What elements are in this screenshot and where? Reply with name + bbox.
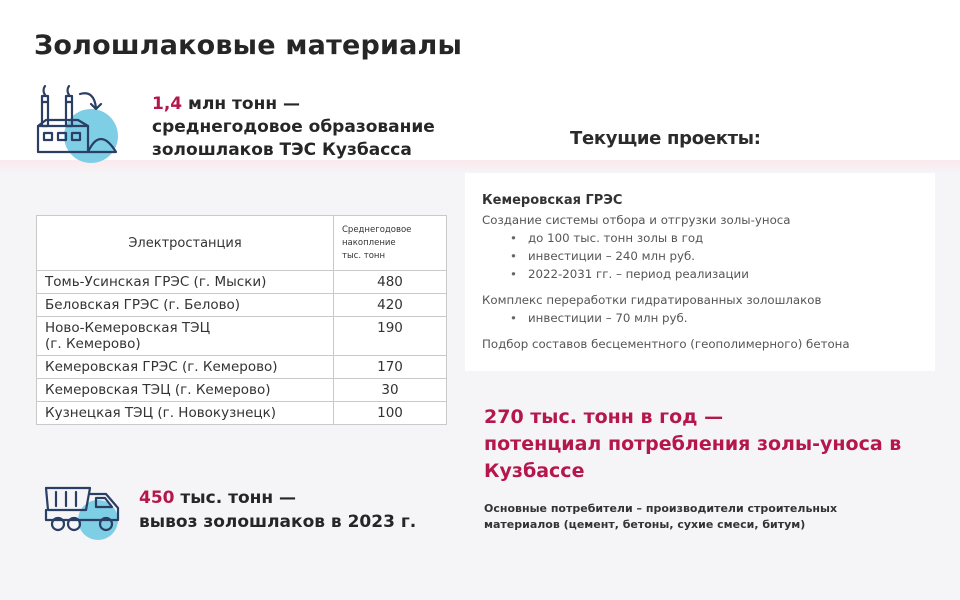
- table-row: [37, 356, 447, 379]
- stations-table: [36, 215, 447, 425]
- station-name: Кемеровская ГРЭС (г. Кемерово): [37, 356, 334, 379]
- project-3-title: Подбор составов бесцементного (геополимерного) бетона: [482, 337, 850, 351]
- station-name: Беловская ГРЭС (г. Белово): [37, 294, 334, 317]
- station-value: 100: [334, 402, 447, 425]
- header-station: Электростанция: [37, 216, 334, 271]
- table-row: [37, 379, 447, 402]
- project-plant-name: Кемеровская ГРЭС: [482, 193, 623, 208]
- station-name: Кузнецкая ТЭЦ (г. Новокузнецк): [37, 402, 334, 425]
- table-row: [37, 294, 447, 317]
- formation-line3: золошлаков ТЭС Кузбасса: [152, 140, 412, 160]
- list-item: • инвестиции – 240 млн руб.: [528, 247, 918, 265]
- factory-icon: [36, 80, 120, 170]
- consumers-line1: Основные потребители – производители строительных: [484, 502, 838, 515]
- potential-line1: 270 тыс. тонн в год —: [484, 406, 724, 428]
- consumers-line2: материалов (цемент, бетоны, сухие смеси, битум): [484, 518, 806, 531]
- table-row: [37, 402, 447, 425]
- station-name-line1: Ново-Кемеровская ТЭЦ: [45, 320, 211, 336]
- potential-line3: Кузбассе: [484, 460, 585, 482]
- formation-stat: [152, 93, 435, 162]
- table-row: [37, 317, 447, 356]
- project-1-bullets: [482, 229, 918, 283]
- station-name: Томь-Усинская ГРЭС (г. Мыски): [37, 271, 334, 294]
- export-unit: тыс. тонн —: [174, 488, 297, 508]
- list-item: • инвестиции – 70 млн руб.: [528, 309, 918, 327]
- page-title: Золошлаковые материалы: [34, 30, 463, 61]
- header-amount-line2: накопление: [342, 237, 396, 248]
- station-value: 190: [334, 317, 447, 356]
- station-name: [37, 317, 334, 356]
- dump-truck-icon: [42, 474, 128, 542]
- table-header-row: [37, 216, 447, 271]
- export-stat: [139, 486, 416, 534]
- project-2-title: Комплекс переработки гидратированных золошлаков: [482, 293, 822, 307]
- station-name: Кемеровская ТЭЦ (г. Кемерово): [37, 379, 334, 402]
- formation-unit: млн тонн —: [182, 94, 300, 114]
- potential-line2: потенциал потребления золы-уноса в: [484, 433, 902, 455]
- project-2-bullets: [482, 309, 918, 327]
- station-name-line2: (г. Кемерово): [45, 336, 141, 352]
- table-row: [37, 271, 447, 294]
- consumers-note: [484, 501, 837, 533]
- export-line2: вывоз золошлаков в 2023 г.: [139, 512, 417, 532]
- potential-stat: [484, 404, 901, 485]
- formation-line2: среднегодовое образование: [152, 117, 435, 137]
- station-value: 170: [334, 356, 447, 379]
- station-value: 420: [334, 294, 447, 317]
- header-amount-line3: тыс. тонн: [342, 250, 386, 261]
- projects-panel: [465, 173, 935, 371]
- header-amount-line1: Среднегодовое: [342, 224, 412, 235]
- station-value: 480: [334, 271, 447, 294]
- list-item: • 2022-2031 гг. – период реализации: [528, 265, 918, 283]
- header-amount: [334, 216, 447, 271]
- list-item: • до 100 тыс. тонн золы в год: [528, 229, 918, 247]
- project-1-title: Создание системы отбора и отгрузки золы-уноса: [482, 213, 791, 227]
- formation-value: 1,4: [152, 94, 183, 114]
- station-value: 30: [334, 379, 447, 402]
- export-value: 450: [139, 488, 175, 508]
- projects-heading: Текущие проекты:: [570, 128, 761, 149]
